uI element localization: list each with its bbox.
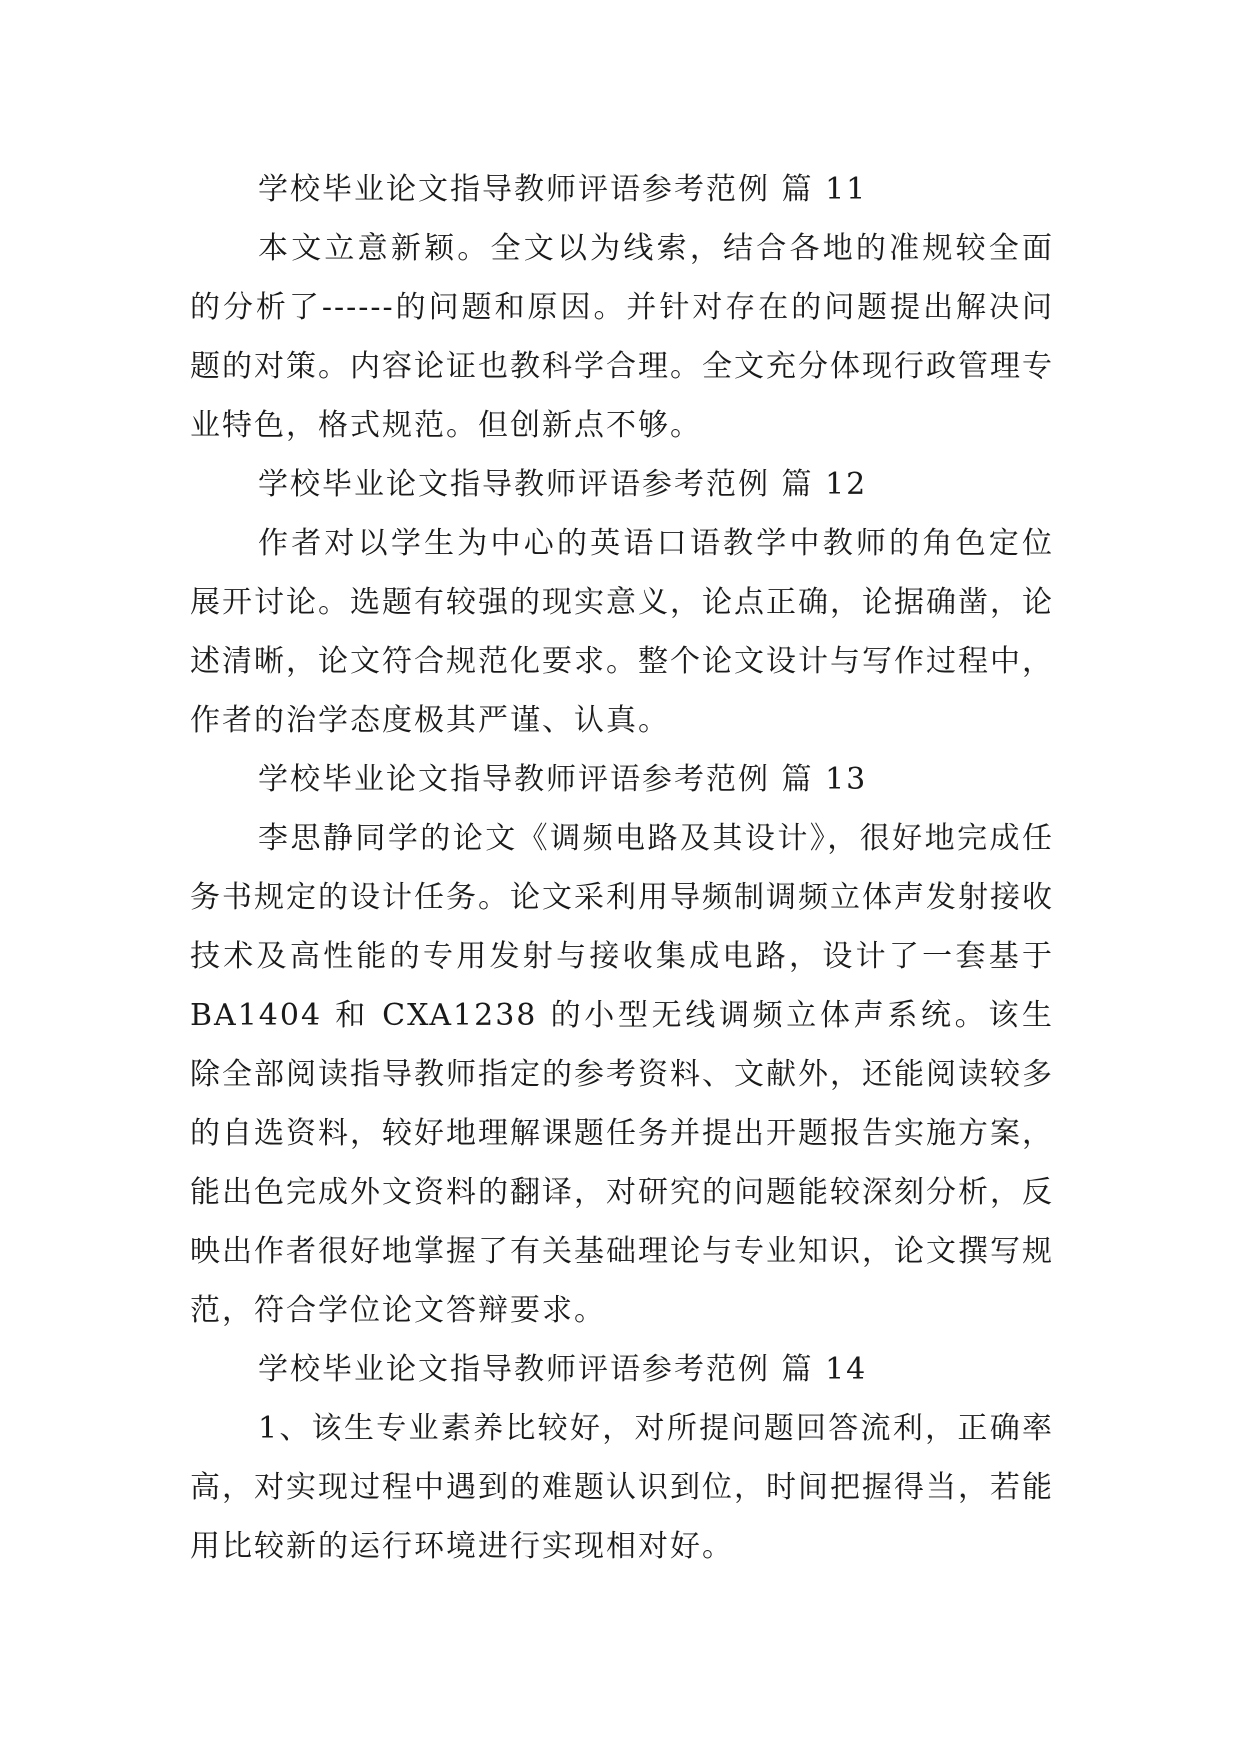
section-heading-13: 学校毕业论文指导教师评语参考范例 篇 13 [258, 762, 868, 797]
section-heading-11: 学校毕业论文指导教师评语参考范例 篇 11 [258, 172, 868, 207]
section-body-13: 李思静同学的论文《调频电路及其设计》，很好地完成任务书规定的设计任务。论文采利用导频制调频立体声发射接收技术及高性能的专用发射与接收集成电路，设计了一套基于 BA1404 和 CXA1238 的小型无线调频立体声系统。该生除全部阅读指导教师指定的参考资料、文献外，还能阅读较多的自选资料，较好地理解课题任务并提出开题报告实施方案，能出色完成外文资料的翻译，对研究的问题能较深刻分析，反映出作者很好地掌握了有关基础理论与专业知识，论文撰写规范，符合学位论文答辩要求。 [190, 821, 1054, 1328]
section-body-12: 作者对以学生为中心的英语口语教学中教师的角色定位展开讨论。选题有较强的现实意义，论点正确，论据确凿，论述清晰，论文符合规范化要求。整个论文设计与写作过程中，作者的治学态度极其严谨、认真。 [190, 526, 1054, 738]
section-heading-12: 学校毕业论文指导教师评语参考范例 篇 12 [258, 467, 868, 502]
document-body [190, 160, 1054, 1576]
section-body-11: 本文立意新颖。全文以为线索，结合各地的准规较全面的分析了------的问题和原因。并针对存在的问题提出解决问题的对策。内容论证也教科学合理。全文充分体现行政管理专业特色，格式规范。但创新点不够。 [190, 231, 1054, 443]
section-body-14: 1、该生专业素养比较好，对所提问题回答流利，正确率高，对实现过程中遇到的难题认识到位，时间把握得当，若能用比较新的运行环境进行实现相对好。 [190, 1411, 1054, 1564]
section-heading-14: 学校毕业论文指导教师评语参考范例 篇 14 [258, 1352, 868, 1387]
